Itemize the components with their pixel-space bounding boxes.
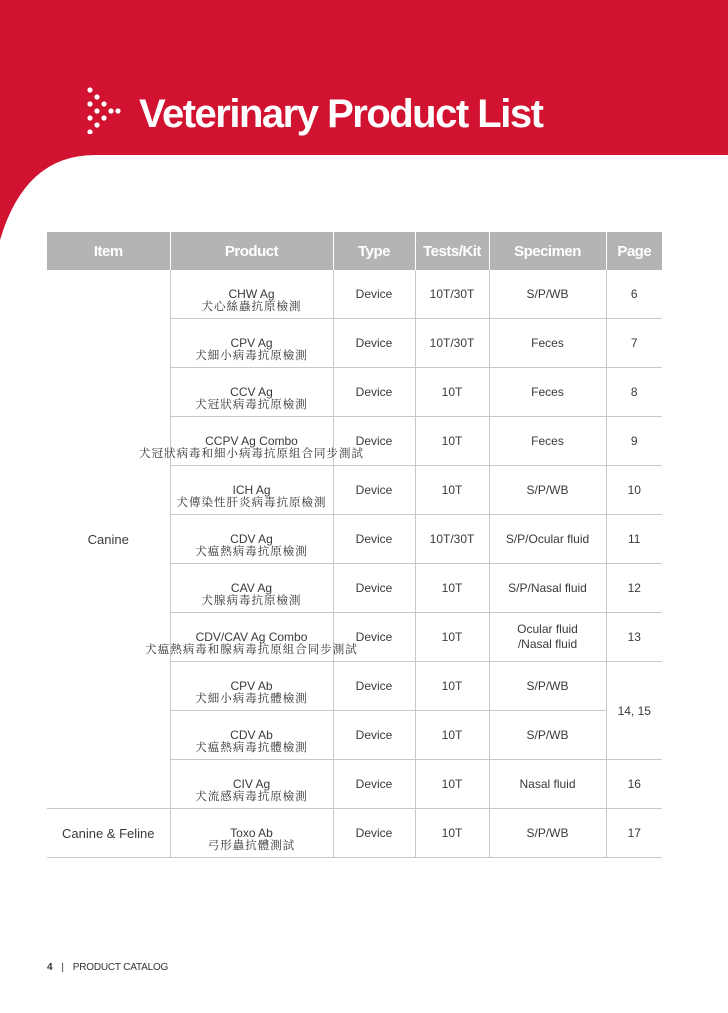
tests-cell: 10T — [415, 417, 489, 466]
product-name: Toxo Ab — [230, 826, 273, 840]
page-cell: 9 — [606, 417, 662, 466]
product-name: ICH Ag — [232, 483, 271, 497]
product-name: CDV/CAV Ag Combo — [195, 630, 308, 644]
product-name: CDV Ab — [230, 728, 273, 742]
product-name-zh: 犬細小病毒抗原檢測 — [195, 348, 308, 362]
type-cell: Device — [333, 417, 415, 466]
product-cell — [145, 613, 358, 662]
product-name: CAV Ag — [230, 581, 273, 595]
specimen-line: /Nasal fluid — [517, 637, 578, 651]
tests-cell: 10T — [415, 613, 489, 662]
column-header-tests-kit: Tests/Kit — [415, 232, 489, 270]
page-cell: 7 — [606, 319, 662, 368]
specimen-cell: S/P/WB — [489, 662, 606, 711]
page-cell: 14, 15 — [606, 662, 662, 760]
specimen-cell: S/P/Nasal fluid — [489, 564, 606, 613]
product-cell — [170, 319, 333, 368]
specimen-cell: Feces — [489, 368, 606, 417]
product-name-zh: 犬瘟熱病毒和腺病毒抗原組合同步測試 — [145, 642, 358, 656]
tests-cell: 10T/30T — [415, 270, 489, 319]
item-group-canine: Canine — [87, 531, 129, 547]
footer-label: PRODUCT CATALOG — [72, 962, 169, 973]
product-table — [47, 232, 662, 858]
page-title: Veterinary Product List — [139, 92, 543, 136]
product-name-zh: 犬冠狀病毒抗原檢測 — [195, 397, 308, 411]
page-footer — [47, 962, 168, 973]
product-name: CCPV Ag Combo — [205, 434, 298, 448]
page-cell: 16 — [606, 760, 662, 809]
type-cell: Device — [333, 711, 415, 760]
column-header-item: Item — [47, 232, 170, 270]
product-name-zh: 犬細小病毒抗體檢測 — [195, 691, 308, 705]
product-name: CPV Ab — [230, 679, 273, 693]
type-cell: Device — [333, 368, 415, 417]
table-header-row — [47, 232, 662, 270]
type-cell: Device — [333, 613, 415, 662]
column-header-type: Type — [333, 232, 415, 270]
column-header-page: Page — [606, 232, 662, 270]
footer-separator: | — [61, 962, 64, 973]
product-name-zh: 弓形蟲抗體測試 — [207, 838, 296, 852]
specimen-cell: S/P/WB — [489, 809, 606, 858]
product-cell — [139, 417, 364, 466]
type-cell: Device — [333, 809, 415, 858]
product-name: CHW Ag — [228, 287, 275, 301]
page-cell: 17 — [606, 809, 662, 858]
type-cell: Device — [333, 662, 415, 711]
page-cell: 8 — [606, 368, 662, 417]
product-cell — [170, 662, 333, 711]
specimen-cell: S/P/WB — [489, 270, 606, 319]
product-name-zh: 犬傳染性肝炎病毒抗原檢測 — [176, 495, 327, 509]
product-cell — [170, 711, 333, 760]
specimen-cell: Nasal fluid — [489, 760, 606, 809]
tests-cell: 10T — [415, 368, 489, 417]
page-cell: 13 — [606, 613, 662, 662]
page-cell: 12 — [606, 564, 662, 613]
specimen-cell: S/P/WB — [489, 466, 606, 515]
product-name: CIV Ag — [232, 777, 271, 791]
product-name-zh: 犬瘟熱病毒抗原檢測 — [195, 544, 308, 558]
tests-cell: 10T — [415, 760, 489, 809]
tests-cell: 10T — [415, 662, 489, 711]
product-name-zh: 犬瘟熱病毒抗體檢測 — [195, 740, 308, 754]
specimen-cell: S/P/Ocular fluid — [489, 515, 606, 564]
specimen-cell — [489, 613, 606, 662]
product-name: CPV Ag — [230, 336, 273, 350]
type-cell: Device — [333, 319, 415, 368]
product-name-zh: 犬冠狀病毒和細小病毒抗原組合同步測試 — [139, 446, 364, 460]
tests-cell: 10T/30T — [415, 319, 489, 368]
tests-cell: 10T — [415, 564, 489, 613]
specimen-cell: S/P/WB — [489, 711, 606, 760]
tests-cell: 10T — [415, 711, 489, 760]
type-cell: Device — [333, 515, 415, 564]
specimen-cell: Feces — [489, 319, 606, 368]
page-number: 4 — [47, 962, 53, 973]
page-cell: 10 — [606, 466, 662, 515]
product-cell — [170, 760, 333, 809]
specimen-cell: Feces — [489, 417, 606, 466]
product-cell — [170, 564, 333, 613]
product-cell — [170, 270, 333, 319]
type-cell: Device — [333, 466, 415, 515]
product-name-zh: 犬流感病毒抗原檢測 — [195, 789, 308, 803]
type-cell: Device — [333, 564, 415, 613]
product-name-zh: 犬腺病毒抗原檢測 — [201, 593, 302, 607]
product-name: CDV Ag — [230, 532, 273, 546]
column-header-product: Product — [170, 232, 333, 270]
page-cell: 6 — [606, 270, 662, 319]
product-cell — [170, 466, 333, 515]
table-row — [47, 270, 662, 319]
tests-cell: 10T — [415, 466, 489, 515]
specimen-line: Ocular fluid — [517, 622, 578, 636]
product-name: CCV Ag — [230, 385, 273, 399]
chevron-dots-icon — [86, 86, 122, 134]
type-cell: Device — [333, 270, 415, 319]
product-cell — [170, 368, 333, 417]
type-cell: Device — [333, 760, 415, 809]
tests-cell: 10T — [415, 809, 489, 858]
product-cell — [170, 515, 333, 564]
product-name-zh: 犬心絲蟲抗原檢測 — [201, 299, 302, 313]
table-row — [47, 809, 662, 858]
product-cell — [170, 809, 333, 858]
tests-cell: 10T/30T — [415, 515, 489, 564]
item-group-canine-feline: Canine & Feline — [47, 809, 170, 858]
page-cell: 11 — [606, 515, 662, 564]
column-header-specimen: Specimen — [489, 232, 606, 270]
